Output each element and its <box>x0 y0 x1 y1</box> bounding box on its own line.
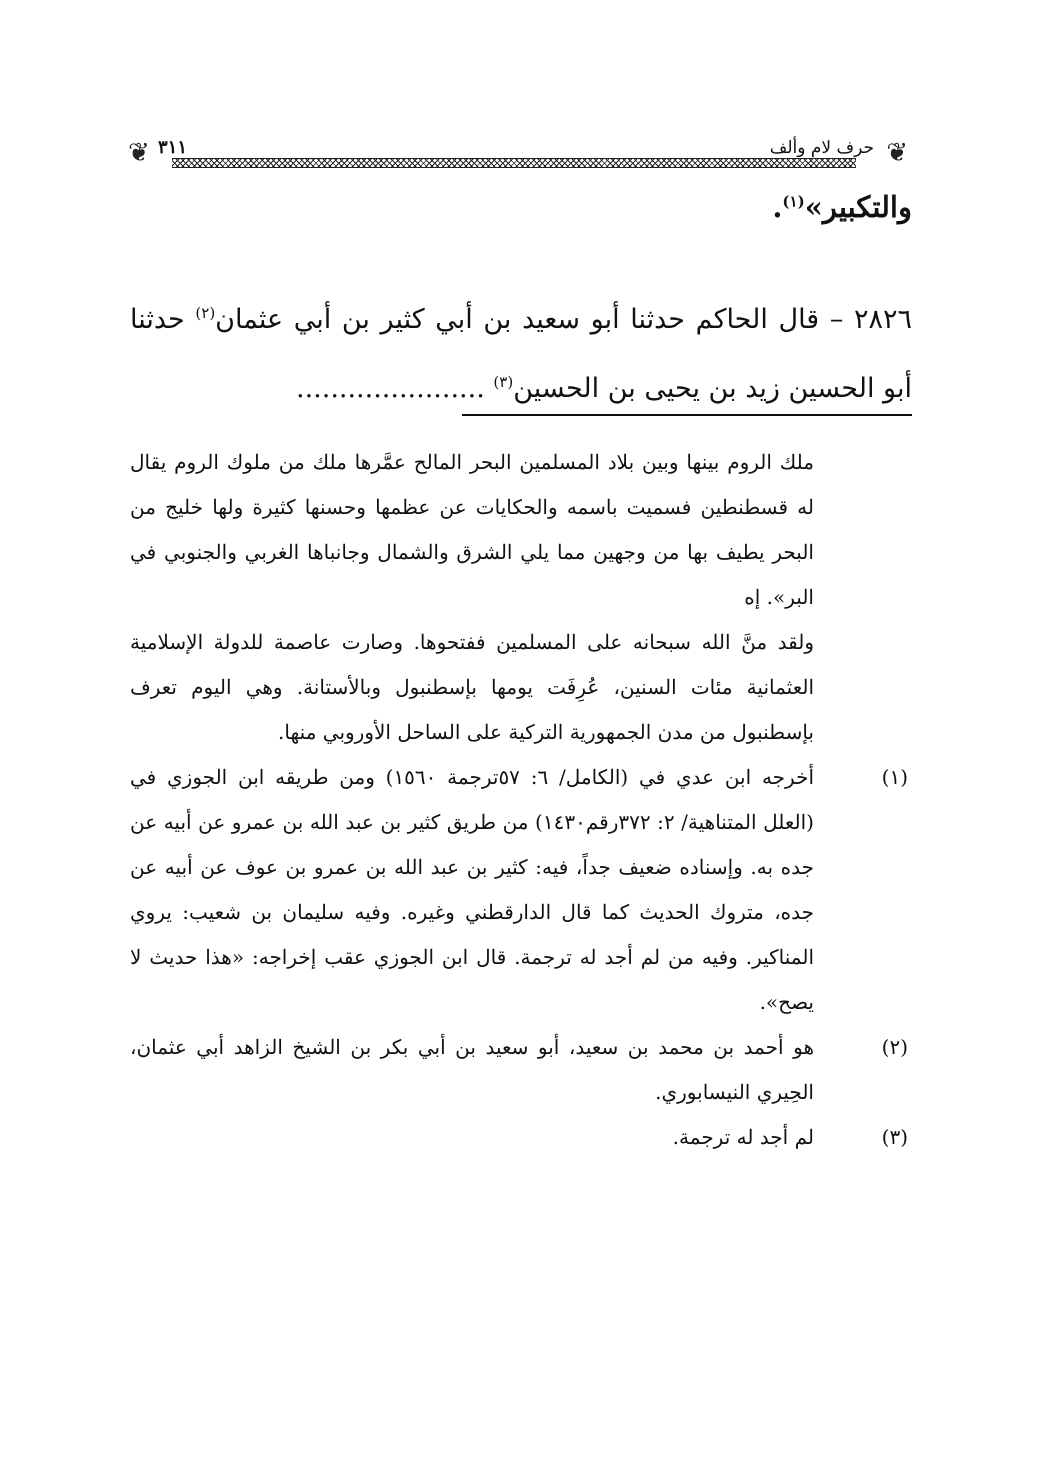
footnotes <box>130 440 912 1160</box>
hadith-paragraph <box>130 282 912 420</box>
footnote-number: (٣) <box>881 1125 908 1149</box>
header-decorative-band <box>172 158 856 168</box>
footnote-ref-2[interactable]: (٢) <box>195 304 216 322</box>
continuation-line <box>130 190 912 224</box>
hadith-ellipsis: ...................... <box>295 373 485 404</box>
footnote-ref-3[interactable]: (٣) <box>493 373 514 391</box>
hadith-number: ٢٨٢٦ <box>853 304 912 335</box>
page-header <box>128 136 908 172</box>
footnote-text: هو أحمد بن محمد بن سعيد، أبو سعيد بن أبي بكر بن الشيخ الزاهد أبي عثمان، الحِيري النيسابوري. <box>130 1035 814 1104</box>
footnote-text: أخرجه ابن عدي في (الكامل/ ٦: ٥٧ترجمة ١٥٦٠) ومن طريقه ابن الجوزي في (العلل المتناهية/ ٢: ٣٧٢رقم١٤٣٠) من طريق كثير بن عبد الله بن عمرو عن أبيه عن جده به. وإسناده ضعيف جداً، فيه: كثير بن عبد الله بن عمرو بن عوف عن أبيه عن جده، متروك الحديث كما قال الدارقطني وغيره. وفيه سليمان بن شعيب: يروي المناكير. وفيه من لم أجد له ترجمة. قال ابن الجوزي عقب إخراجه: «هذا حديث لا يصح». <box>130 765 814 1014</box>
footnote-number: (٢) <box>881 1035 908 1059</box>
footnote-item <box>130 1025 912 1115</box>
page-number: ٣١١ <box>154 138 191 158</box>
footnote-separator <box>462 414 912 416</box>
footnote-number: (١) <box>881 765 908 789</box>
footnote-ref-1[interactable]: (١) <box>782 192 805 211</box>
header-ornament-left-icon: ❦ <box>128 138 150 168</box>
hadith-text-part-2: حدثنا أبو الحسين زيد بن يحيى بن الحسين <box>130 304 912 404</box>
footnote-carryover-2: ولقد منَّ الله سبحانه على المسلمين ففتحوها. وصارت عاصمة للدولة الإسلامية العثمانية مئات السنين، عُرِفَت يومها بإسطنبول وبالأستانة. وهي اليوم تعرف بإسطنبول من مدن الجمهورية التركية على الساحل الأوروبي منها. <box>130 630 814 744</box>
running-title: حرف لام وألف <box>766 138 878 158</box>
header-ornament-right-icon: ❦ <box>886 138 908 168</box>
footnote-carryover-1: ملك الروم بينها وبين بلاد المسلمين البحر المالح عمَّرها ملك من ملوك الروم يقال له قسطنطين فسميت باسمه والحكايات عن عظمها وحسنها كثيرة ولها خليج من البحر يطيف بها من وجهين مما يلي الشرق والشمال وجانباها الغربي والجنوبي في البر». إه <box>130 450 814 609</box>
footnote-item <box>130 1115 912 1160</box>
continuation-text: والتكبير» <box>804 190 912 224</box>
footnote-item <box>130 755 912 1025</box>
footnote-text: لم أجد له ترجمة. <box>672 1125 814 1149</box>
hadith-text-part-1: قال الحاكم حدثنا أبو سعيد بن أبي كثير بن أبي عثمان <box>215 304 820 335</box>
continuation-end: . <box>772 190 783 224</box>
hadith-dash: – <box>819 304 854 335</box>
